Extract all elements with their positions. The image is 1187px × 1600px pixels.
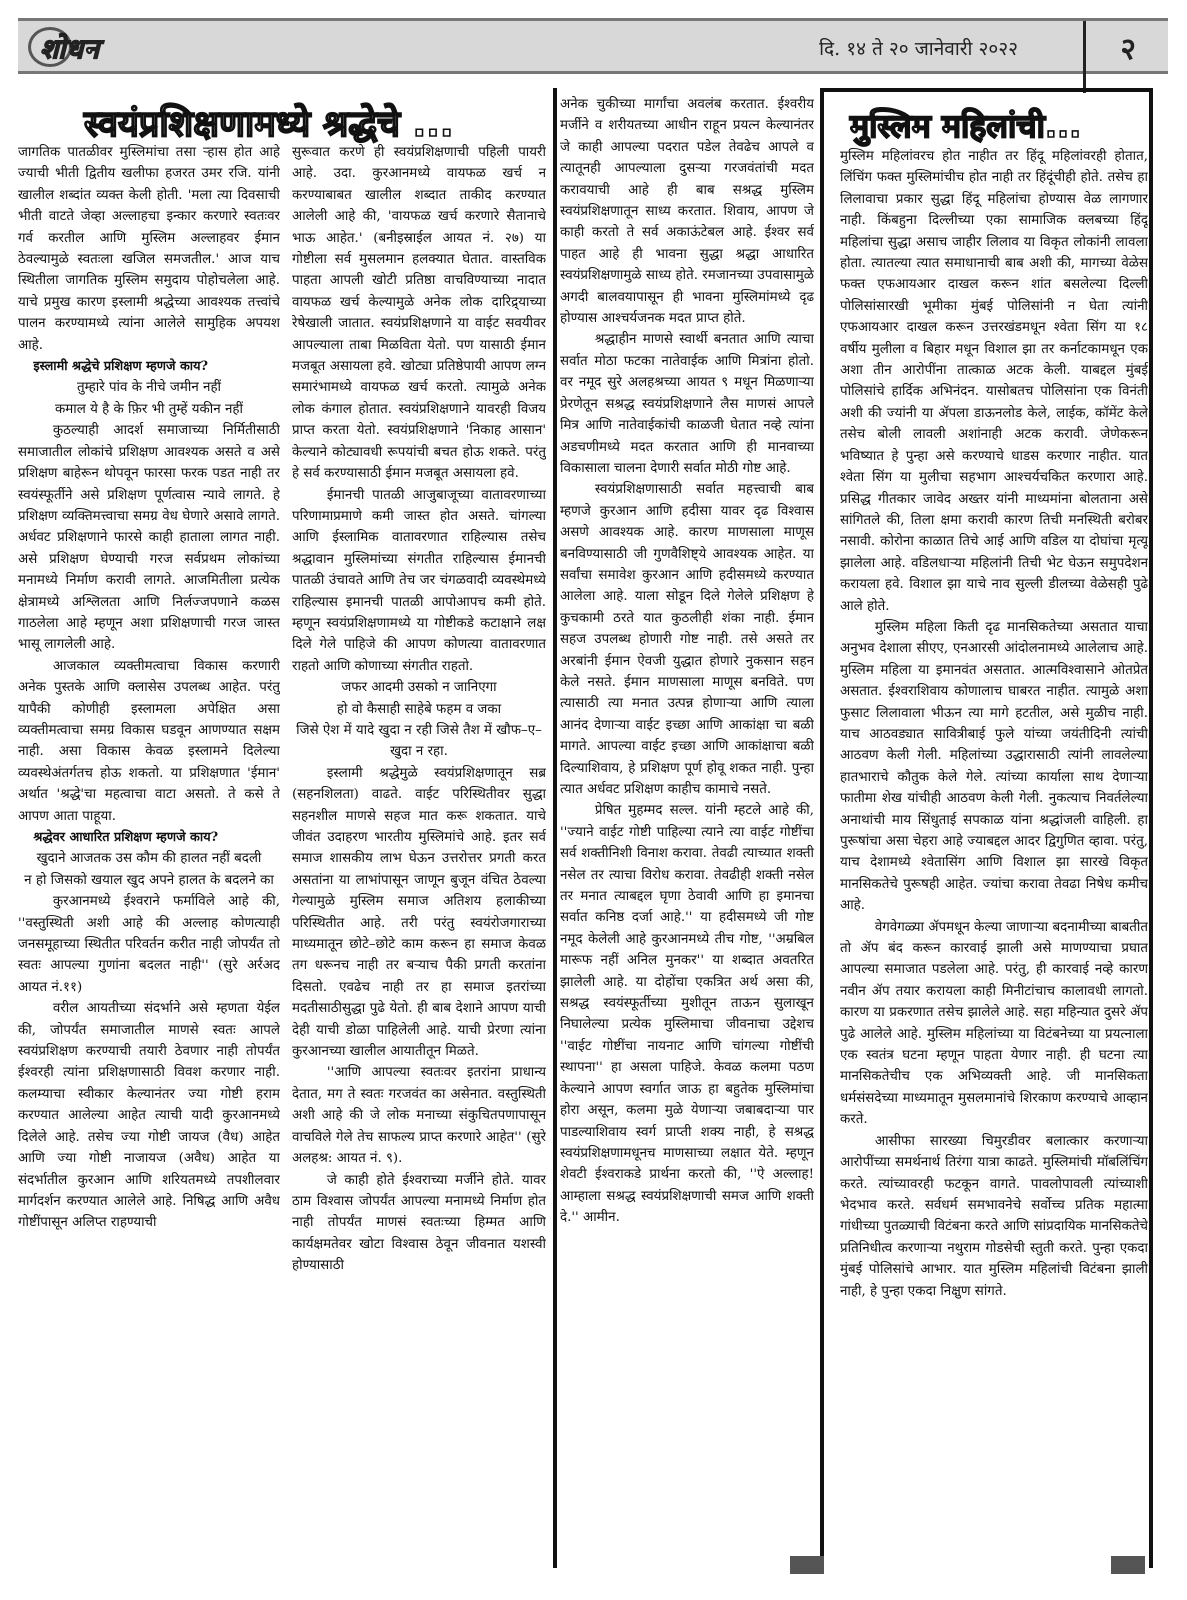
article-paragraph: जे काही होते ईश्वराच्या मर्जीने होते. यावर ठाम विश्वास जोपर्यंत आपल्या मनामध्ये निर्माण होत नाही तोपर्यंत माणसं स्वतःच्या हिम्मत आणि कार्यक्षमतेवर खोटा विश्वास ठेवून जीवनात यशस्वी होण्यासाठी	[292, 1172, 546, 1274]
article-paragraph: आजकाल व्यक्तीमत्वाचा विकास करणारी अनेक पुस्तके आणि क्लासेस उपलब्ध आहेत. परंतु यापैकी कोणीही इस्लामला अपेक्षित असा व्यक्तीमत्वाचा समग्र विकास घडवून आणण्यात सक्षम नाही. असा विकास केवळ इस्लामने दिलेल्या व्यवस्थेअंतर्गतच होऊ शकतो. या प्रशिक्षणात 'ईमान' अर्थात 'श्रद्धे'चा महत्वाचा वाटा असतो. ते कसे ते आपण आता पाहूया.	[18, 658, 280, 824]
article-paragraph: ''आणि आपल्या स्वतःवर इतरांना प्राधान्य देतात, मग ते स्वतः गरजवंत का असेनात. वस्तुस्थिती अशी आहे की जे लोक मनाच्या संकुचितपणापासून वाचविले गेले तेच साफल्य प्राप्त करणारे आहेत'' (सुरे अलहश्र: आयत नं. ९).	[292, 1065, 546, 1167]
article-paragraph: ईमानची पातळी आजुबाजूच्या वातावरणाच्या परिणामाप्रमाणे कमी जास्त होत असते. चांगल्या आणि ईस्लामिक वातावरणात राहिल्यास तसेच श्रद्धावान मुस्लिमांच्या संगतीत राहिल्यास ईमानची पातळी उंचावते आणि तेच जर चंगळवादी व्यवस्थेमध्ये राहिल्यास इमानची पातळी आपोआपच कमी होते. म्हणून स्वयंप्रशिक्षणामध्ये या गोष्टीकडे कटाक्षाने लक्ष दिले गेले पाहिजे की आपण कोणत्या वातावरणात राहतो आणि कोणाच्या संगतीत राहतो.	[292, 487, 546, 674]
end-mark	[790, 1556, 824, 1574]
article-paragraph: अनेक चुकीच्या मार्गांचा अवलंब करतात. ईश्वरीय मर्जीने व शरीयतच्या आधीन राहून प्रयत्न केल्यानंतर जे काही आपल्या पदरात पडेल तेवढेच आपले व त्यातूनही आपल्याला दुसऱ्या गरजवंतांची मदत करावयाची आहे ही बाब सश्रद्ध मुस्लिम स्वयंप्रशिक्षणातून साध्य करतात. शिवाय, आपण जे काही करतो ते सर्व अकाऊंटेबल आहे. ईश्वर सर्व पाहत आहे ही भावना सुद्धा श्रद्धा आधारित स्वयंप्रशिक्षणामुळे साध्य होते. रमजानच्या उपवासामुळे अगदी बालवयापासून ही भावना मुस्लिमांमध्ये दृढ होण्यास आश्चर्यजनक मदत प्राप्त होते.	[560, 97, 814, 327]
right-article-top-rule	[824, 88, 1153, 92]
article-paragraph: जिसे ऐश में यादे खुदा न रही जिसे तैश में खौफ–ए–खुदा न रहा.	[296, 722, 542, 760]
column-divider	[1149, 88, 1153, 1568]
article-paragraph: कुरआनमध्ये ईश्वराने फर्माविले आहे की, ''वस्तुस्थिती अशी आहे की अल्लाह कोणत्याही जनसमूहाच्या स्थितीत परिवर्तन करीत नाही जोपर्यंत तो स्वतः आपल्या गुणांना बदलत नाही'' (सुरे अर्रअद आयत नं.११)	[18, 894, 280, 995]
issue-date: दि. १४ ते २० जानेवारी २०२२	[819, 38, 1018, 60]
article-paragraph: मुस्लिम महिलांवरच होत नाहीत तर हिंदू महिलांवरही होतात, लिंचिंग फक्त मुस्लिमांचीच होत नाही तर हिंदूंचीही होते. तसेच हा लिलावाचा प्रकार सुद्धा हिंदू महिलांचा होण्यास वेळ लागणार नाही. किंबहुना दिल्लीच्या एका सामाजिक क्लबच्या हिंदू महिलांचा सुद्धा असाच जाहीर लिलाव या विकृत लोकांनी लावला होता. त्यातल्या त्यात समाधानाची बाब अशी की, मागच्या वेळेस फक्त एफआयआर दाखल करून शांत बसलेल्या दिल्ली पोलिसांसारखी भूमीका मुंबई पोलिसांनी न घेता त्यांनी एफआयआर दाखल करून उत्तरखंडमधून श्वेता सिंग या १८ वर्षीय मुलीला व बिहार मधून विशाल झा तर कर्नाटकामधून एक अशा तीन आरोपींना तात्काळ अटक केली. याबद्दल मुंबई पोलिसांचे हार्दिक अभिनंदन. यासोबतच पोलिसांना एक विनंती अशी की ज्यांनी या ॲपला डाऊनलोड केले, लाईक, कॉमेंट केले तसेच बोली लावली अशांनाही अटक करावी. जेणेकरून भविष्यात हे पुन्हा असे करण्याचे धाडस करणार नाहीत. यात श्वेता सिंग या मुलीचा सहभाग आश्चर्यचकित करणारा आहे. प्रसिद्ध गीतकार जावेद अख्तर यांनी माध्यमांना बोलताना असे सांगितले की, तिला क्षमा करावी कारण तिची मनस्थिती बरोबर नसावी. कोरोना काळात तिचे आई आणि वडिल या दोघांचा मृत्यू झालेला आहे. वडिलधाऱ्या महिलांनी तिची भेट घेऊन समुपदेशन करायला हवे. विशाल झा याचे नाव सुल्ली डीलच्या वेळेसही पुढे आले होते.	[840, 149, 1148, 614]
article-paragraph: हो वो कैसाही साहेबे फहम व जका	[336, 701, 502, 717]
article-paragraph: जफर आदमी उसको न जानिएगा	[341, 680, 497, 696]
right-article-column	[840, 146, 1148, 1566]
left-article-headline: स्वयंप्रशिक्षणामध्ये श्रद्धेचे ...	[84, 104, 454, 145]
article-paragraph: आसीफा सारख्या चिमुरडीवर बलात्कार करणाऱ्या आरोपींच्या समर्थनार्थ तिरंगा यात्रा काढते. मुस्लिमांची मॉबलिंचिंग करते. त्यांच्यावरही फटकून वागते. पावलोपावली त्यांच्याशी भेदभाव करते. सर्वधर्म समभावनेचे सर्वोच्च प्रतिक महात्मा गांधीच्या पुतळ्याची विटंबना करते आणि सांप्रदायिक मानसिकतेचे प्रतिनिधीत्व करणाऱ्या नथुराम गोडसेची स्तुती करते. पुन्हा एकदा मुंबई पोलिसांचे आभार. यात मुस्लिम महिलांची विटंबना झाली नाही, हे पुन्हा एकदा निक्षुण सांगते.	[840, 1133, 1148, 1299]
article-paragraph: वेगवेगळ्या ॲपमधून केल्या जाणाऱ्या बदनामीच्या बाबतीत तो ॲप बंद करून कारवाई झाली असे माणण्याचा प्रघात आपल्या समाजात पडलेला आहे. परंतु, ही कारवाई नव्हे कारण नवीन ॲप तयार करायला काही मिनीटांचाच कालावधी लागतो. कारण या प्रकरणात तसेच झालेले आहे. सहा महिन्यात दुसरे ॲप पुढे आलेले आहे. मुस्लिम महिलांच्या या विटंबनेच्या या प्रयत्नाला एक स्वतंत्र घटना म्हणून पाहता येणार नाही. ही घटना त्या मानसिकतेचीच एक अभिव्यक्ती आहे. जी मानसिकता धर्मसंसदेच्या माध्यमातून मुसलमानांचे शिरकाण करण्याचे आव्हान करते.	[840, 919, 1148, 1128]
article-paragraph: न हो जिसको खयाल खुद अपने हालत के बदलने का	[24, 872, 274, 888]
right-article-headline: मुस्लिम महिलांची...	[850, 107, 1082, 145]
article-paragraph: वरील आयतीच्या संदर्भाने असे म्हणता येईल की, जोपर्यंत समाजातील माणसे स्वतः आपले स्वयंप्रशिक्षण करण्याची तयारी ठेवणार नाही तोपर्यंत ईश्वरही त्यांना प्रशिक्षणासाठी विवश करणार नाही. कलम्याचा स्वीकार केल्यानंतर ज्या गोष्टी हराम करण्यात आलेल्या आहेत त्याची यादी कुरआनमध्ये दिलेले आहे. तसेच ज्या गोष्टी जायज (वैध) आहेत आणि ज्या गोष्टी नाजायज (अवैध) आहेत या संदर्भातील कुरआन आणि शरियतमध्ये तपशीलवार मार्गदर्शन करण्यात आलेले आहे. निषिद्ध आणि अवैध गोष्टींपासून अलिप्त राहण्याची	[18, 1001, 280, 1231]
publication-logo: शोधन	[40, 34, 100, 65]
article-paragraph: खुदाने आजतक उस कौम की हालत नहीं बदली	[36, 851, 262, 867]
article-paragraph: जागतिक पातळीवर मुस्लिमांचा तसा ऱ्हास होत आहे ज्याची भीती द्वितीय खलीफा हजरत उमर रजि. यांनी खालील शब्दांत व्यक्त केली होती. 'मला त्या दिवसाची भीती वाटते जेव्हा अल्लाहचा इन्कार करणारे स्वतःवर गर्व करतील आणि मुस्लिम अल्लाहवर ईमान ठेवल्यामुळे स्वतःला खजिल समजतील.' आज याच स्थितीला जागतिक मुस्लिम समुदाय पोहोचलेला आहे. याचे प्रमुख कारण इस्लामी श्रद्धेच्या आवश्यक तत्त्वांचे पालन करण्यामध्ये त्यांना आलेले सामुहिक अपयश आहे.	[18, 145, 280, 353]
article-paragraph: सुरूवात करणे ही स्वयंप्रशिक्षणाची पहिली पायरी आहे. उदा. कुरआनमध्ये वायफळ खर्च न करण्याबाबत खालील शब्दात ताकीद करण्यात आलेली आहे की, 'वायफळ खर्च करणारे सैतानाचे भाऊ आहेत.' (बनीइस्राईल आयत नं. २७) या गोष्टीला सर्व मुसलमान हलक्यात घेतात. वास्तविक पाहता आपली खोटी प्रतिष्ठा वाचविण्याच्या नादात वायफळ खर्च केल्यामुळे अनेक लोक दारिद्र्याच्या रेषेखाली जातात. स्वयंप्रशिक्षणाने या वाईट सवयीवर आपल्याला ताबा मिळविता येतो. पण यासाठी ईमान मजबूत असायला हवे. खोट्या प्रतिष्ठेपायी आपण लग्न समारंभामध्ये वायफळ खर्च करतो. त्यामुळे अनेक लोक कंगाल होतात. स्वयंप्रशिक्षणाने यावरही विजय प्राप्त करता येतो. स्वयंप्रशिक्षणाने 'निकाह आसान' केल्याने कोट्यावधी रूपयांची बचत होऊ शकते. परंतु हे सर्व करण्यासाठी ईमान मजबूत असायला हवे.	[292, 145, 546, 482]
column-divider	[553, 88, 557, 1568]
article-paragraph: श्रद्धाहीन माणसे स्वार्थी बनतात आणि त्याचा सर्वात मोठा फटका नातेवाईक आणि मित्रांना होतो. वर नमूद सुरे अलहश्रच्या आयत ९ मधून मिळणाऱ्या प्रेरणेतून सश्रद्ध स्वयंप्रशिक्षणाने लैस माणसं आपले मित्र आणि नातेवाईकांची काळजी घेतात नव्हे त्यांना अडचणीमध्ये मदत करतात आणि ही मानवाच्या विकासाला चालना देणारी सर्वात मोठी गोष्ट आहे.	[560, 332, 814, 476]
article-paragraph: इस्लामी श्रद्धेमुळे स्वयंप्रशिक्षणातून सब्र (सहनशिलता) वाढते. वाईट परिस्थितीवर सुद्धा सहनशील माणसे सहज मात करू शकतात. याचे जीवंत उदाहरण भारतीय मुस्लिमांचे आहे. इतर सर्व समाज शासकीय लाभ घेऊन उत्तरोत्तर प्रगती करत असतांना या लाभांपासून जाणून बुजून वंचित ठेवल्या गेल्यामुळे मुस्लिम समाज अतिशय हलाकीच्या परिस्थितीत आहे. तरी परंतु स्वयंरोजगाराच्या माध्यमातून छोटे–छोटे काम करून हा समाज केवळ तग धरूनच नाही तर बऱ्याच पैकी प्रगती करतांना दिसतो. एवढेच नाही तर हा समाज इतरांच्या मदतीसाठीसुद्धा पुढे येतो. ही बाब देशाने आपण याची देही याची डोळा पाहिलेली आहे. याची प्रेरणा त्यांना कुरआनच्या खालील आयातीतून मिळते.	[292, 765, 546, 1060]
masthead	[18, 18, 1168, 74]
left-article-column-3	[560, 94, 814, 1562]
article-paragraph: कमाल ये है के फ़िर भी तुम्हें यकीन नहीं	[55, 401, 243, 417]
article-paragraph: कुठल्याही आदर्श समाजाच्या निर्मितीसाठी समाजातील लोकांचे प्रशिक्षण आवश्यक असते व असे प्रशिक्षण बाहेरून थोपवून फारसा फरक पडत नाही तर स्वयंस्फूर्तीने असे प्रशिक्षण पूर्णत्वास न्यावे लागते. हे प्रशिक्षण व्यक्तिमत्त्वाचा समग्र वेध घेणारे असावे लागते. अर्धवट प्रशिक्षणाने फारसे काही हाताला लागत नाही. असे प्रशिक्षण घेण्याची गरज सर्वप्रथम लोकांच्या मनामध्ये निर्माण करावी लागते. आजमितीला प्रत्येक क्षेत्रामध्ये अश्लिलता आणि निर्लज्जपणाने कळस गाठलेला आहे म्हणून अशा प्रशिक्षणाची गरज जास्त भासू लागलेली आहे.	[18, 423, 280, 653]
column-divider	[820, 88, 824, 1568]
left-article-column-1	[18, 142, 280, 1562]
article-paragraph: मुस्लिम महिला किती दृढ मानसिकतेच्या असतात याचा अनुभव देशाला सीएए, एनआरसी आंदोलनामध्ये आलेलाच आहे. मुस्लिम महिला या इमानवंत असतात. आत्मविश्वासाने ओतप्रेत असतात. ईश्वराशिवाय कोणालाच घाबरत नाहीत. त्यामुळे अशा फुसाट लिलावाला भीऊन त्या मागे हटतील, असे मुळीच नाही. याच आठवड्यात सावित्रीबाई फुले यांच्या जयंतीदिनी त्यांची आठवण केली गेली. महिलांच्या उद्धारासाठी त्यांनी लावलेल्या हातभाराचे कौतुक केले गेले. त्यांच्या कार्याला साथ देणाऱ्या फातीमा शेख यांचीही आठवण केली गेली. नुकत्याच निवर्तलेल्या अनाथांची माय सिंधुताई सपकाळ यांना श्रद्धांजली वाहिली. हा पुरूषांचा असा चेहरा आहे ज्याबद्दल आदर द्विगुणित व्हावा. परंतु, याच देशामध्ये श्वेतासिंग आणि विशाल झा सारखे विकृत मानसिकतेचे पुरूषही आहेत. ज्यांचा करावा तेवढा निषेध कमीच आहे.	[840, 619, 1148, 914]
article-paragraph: इस्लामी श्रद्धेचे प्रशिक्षण म्हणजे काय?	[33, 359, 209, 375]
end-mark	[1111, 1556, 1145, 1574]
article-paragraph: स्वयंप्रशिक्षणासाठी सर्वात महत्त्वाची बाब म्हणजे कुरआन आणि हदीसा यावर दृढ विश्वास असणे आवश्यक आहे. कारण माणसाला माणूस बनविण्यासाठी जी गुणवैशिष्ट्ये आवश्यक आहेत. या सर्वांचा समावेश कुरआन आणि हदीसमध्ये करण्यात आलेला आहे. याला सोडून दिले गेलेले प्रशिक्षण हे कुचकामी ठरते यात कुठलीही शंका नाही. ईमान सहज उपलब्ध होणारी गोष्ट नाही. तसे असते तर अरबांनी ईमान ऐवजी युद्धात होणारे नुकसान सहन केले नसते. ईमान माणसाला माणूस बनविते. पण त्यासाठी त्या मनात उत्पन्न होणाऱ्या आणि त्याला आनंद देणाऱ्या वाईट इच्छा आणि आकांक्षा चा बळी मागते. आपल्या वाईट इच्छा आणि आकांक्षाचा बळी दिल्याशिवाय, हे प्रशिक्षण पूर्ण होवू शकत नाही. पुन्हा त्यात अर्धवट प्रशिक्षण काहीच कामाचे नसते.	[560, 482, 814, 797]
page-number: २	[1120, 32, 1136, 67]
left-article-column-2	[292, 142, 546, 1562]
page-number-divider	[1083, 21, 1086, 93]
article-paragraph: तुम्हारे पांव के नीचे जमीन नहीं	[76, 380, 222, 396]
article-paragraph: श्रद्धेवर आधारित प्रशिक्षण म्हणजे काय?	[33, 830, 219, 845]
article-paragraph: प्रेषित मुहम्मद सल्ल. यांनी म्हटले आहे की, ''ज्याने वाईट गोष्टी पाहिल्या त्याने त्या वाईट गोष्टींचा सर्व शक्तीनिशी विनाश करावा. तेवढी त्याच्यात शक्ती नसेल तर त्याचा विरोध करावा. तेवढीही शक्ती नसेल तर मनात त्याबद्दल घृणा ठेवावी आणि हा इमानचा सर्वात कनिष्ठ दर्जा आहे.'' या हदीसमध्ये जी गोष्ट नमूद केलेली आहे कुरआनमध्ये तीच गोष्ट, ''अम्रबिल मारूफ नहीं अनिल मुनकर'' या शब्दात अवतरित झालेली आहे. या दोहोंचा एकत्रित अर्थ असा की, सश्रद्ध स्वयंस्फूर्तीच्या मुशीतून ताऊन सुलाखून निघालेल्या प्रत्येक मुस्लिमाचा जीवनाचा उद्देशच ''वाईट गोष्टींचा नायनाट आणि चांगल्या गोष्टींची स्थापना'' हा असला पाहिजे. केवळ कलमा पठण केल्याने आपण स्वर्गात जाऊ हा बहुतेक मुस्लिमांचा होरा असून, कलमा मुळे येणाऱ्या जबाबदाऱ्या पार पाडल्याशिवाय स्वर्ग प्राप्ती शक्य नाही, हे सश्रद्ध स्वयंप्रशिक्षणामधूनच माणसाच्या लक्षात येते. म्हणून शेवटी ईश्वराकडे प्रार्थना करतो की, ''ऐ अल्लाह! आम्हाला सश्रद्ध स्वयंप्रशिक्षणाची समज आणि शक्ती दे.'' आमीन.	[560, 803, 814, 1226]
